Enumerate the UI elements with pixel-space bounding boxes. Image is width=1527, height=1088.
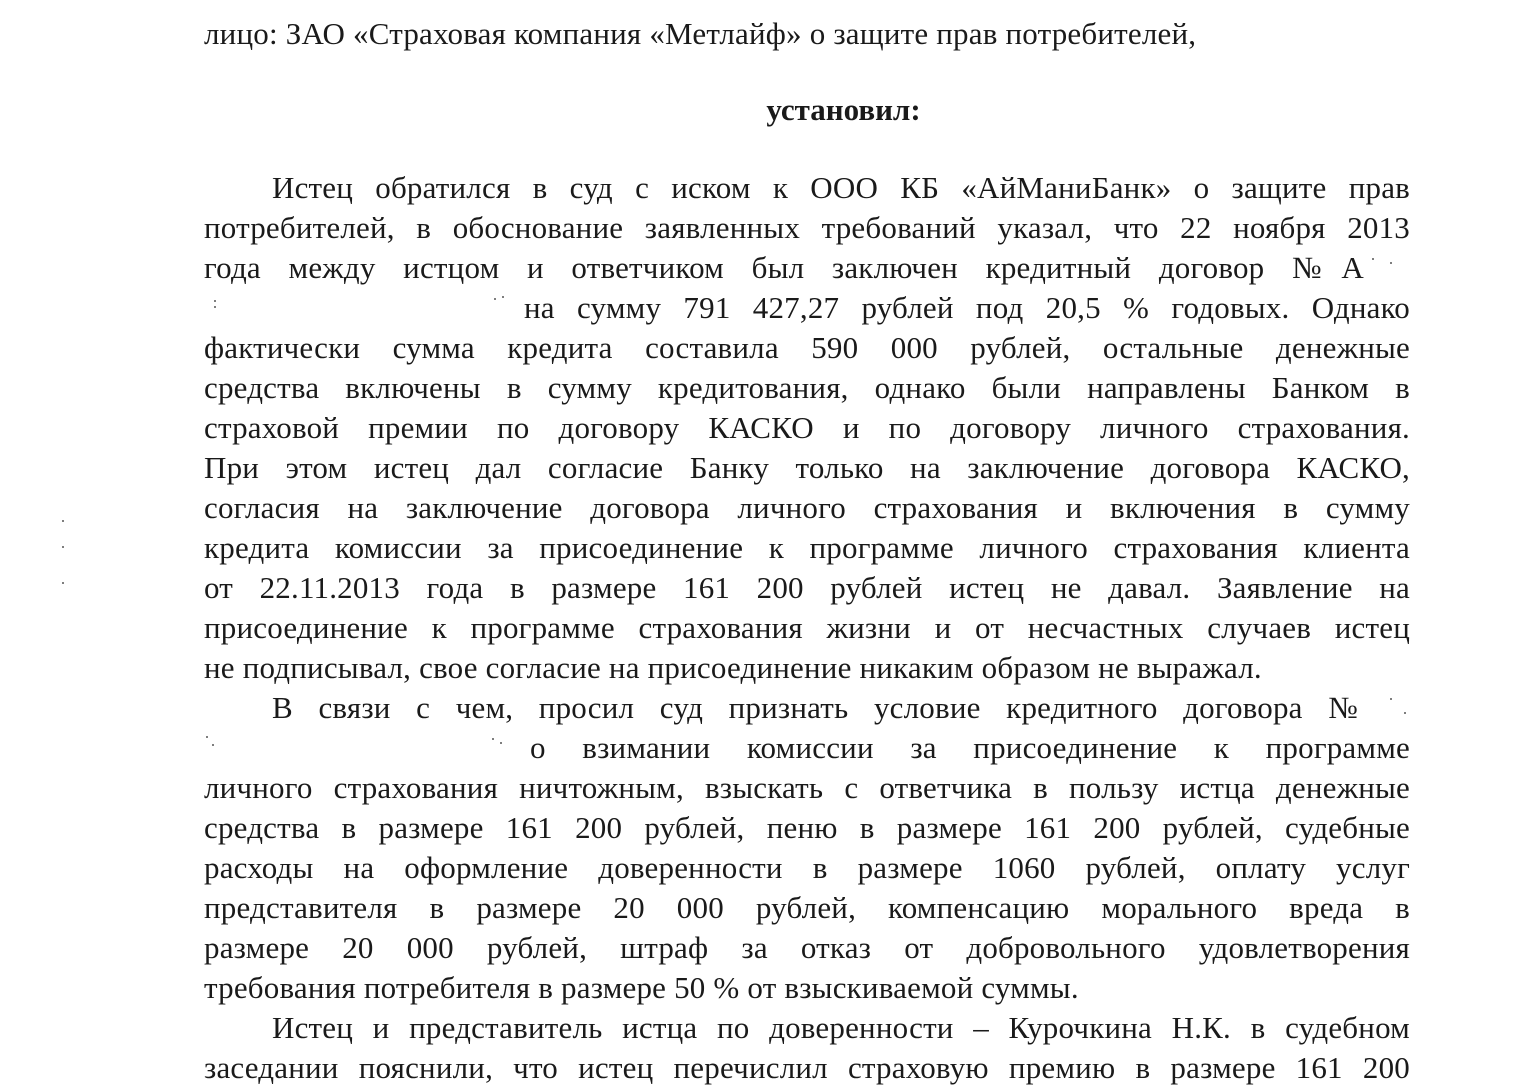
doc-line: представителя в размере 20 000 рублей, компенсацию морального вреда в	[204, 890, 1410, 925]
doc-line: фактически сумма кредита составила 590 000 рублей, остальные денежные	[204, 330, 1410, 365]
cut-off-line	[204, 0, 1410, 8]
doc-line: личного страхования ничтожным, взыскать с ответчика в пользу истца денежные	[204, 770, 1410, 805]
scan-speck	[1404, 712, 1406, 714]
scan-speck	[500, 742, 502, 744]
margin-speck	[62, 546, 64, 548]
scan-speck	[492, 738, 494, 740]
doc-line: расходы на оформление доверенности в размере 1060 рублей, оплату услуг	[204, 850, 1410, 885]
section-heading: установил:	[766, 92, 921, 127]
doc-line: присоединение к программе страхования жизни и от несчастных случаев истец	[204, 610, 1410, 645]
doc-line: кредита комиссии за присоединение к программе личного страхования клиента	[204, 530, 1410, 565]
doc-line: Истец и представитель истца по доверенности – Курочкина Н.К. в судебном	[272, 1010, 1410, 1045]
scan-speck	[494, 298, 496, 300]
doc-line: средства включены в сумму кредитования, однако были направлены Банком в	[204, 370, 1410, 405]
doc-line: о взимании комиссии за присоединение к программе	[530, 730, 1410, 765]
doc-line: года между истцом и ответчиком был заключен кредитный договор №А	[204, 250, 1364, 285]
scan-speck	[214, 300, 216, 302]
doc-line: страховой премии по договору КАСКО и по договору личного страхования.	[204, 410, 1410, 445]
doc-line: Истец обратился в суд с иском к ООО КБ «АйМаниБанк» о защите прав	[272, 170, 1410, 205]
doc-line: требования потребителя в размере 50 % от взыскиваемой суммы.	[204, 970, 1079, 1005]
doc-line: не подписывал, свое согласие на присоединение никаким образом не выражал.	[204, 650, 1262, 685]
doc-line: заседании пояснили, что истец перечислил страховую премию в размере 161 200	[204, 1050, 1410, 1085]
doc-line: размере 20 000 рублей, штраф за отказ от добровольного удовлетворения	[204, 930, 1410, 965]
doc-line: согласия на заключение договора личного страхования и включения в сумму	[204, 490, 1410, 525]
doc-line-top-partial: лицо: ЗАО «Страховая компания «Метлайф» о защите прав потребителей,	[204, 16, 1197, 51]
scan-speck	[214, 306, 216, 308]
scan-speck	[1390, 262, 1392, 264]
doc-line: При этом истец дал согласие Банку только на заключение договора КАСКО,	[204, 450, 1410, 485]
doc-line: на сумму 791 427,27 рублей под 20,5 % годовых. Однако	[524, 290, 1410, 325]
scan-speck	[206, 736, 208, 738]
scan-speck	[502, 296, 504, 298]
scan-speck	[212, 744, 214, 746]
margin-speck	[62, 520, 64, 522]
margin-speck	[62, 582, 64, 584]
doc-line: от 22.11.2013 года в размере 161 200 рублей истец не давал. Заявление на	[204, 570, 1410, 605]
doc-line: В связи с чем, просил суд признать условие кредитного договора №	[272, 690, 1358, 725]
scan-speck	[1372, 258, 1374, 260]
scan-speck	[1390, 698, 1392, 700]
doc-line: средства в размере 161 200 рублей, пеню в размере 161 200 рублей, судебные	[204, 810, 1410, 845]
doc-line: потребителей, в обоснование заявленных требований указал, что 22 ноября 2013	[204, 210, 1410, 245]
